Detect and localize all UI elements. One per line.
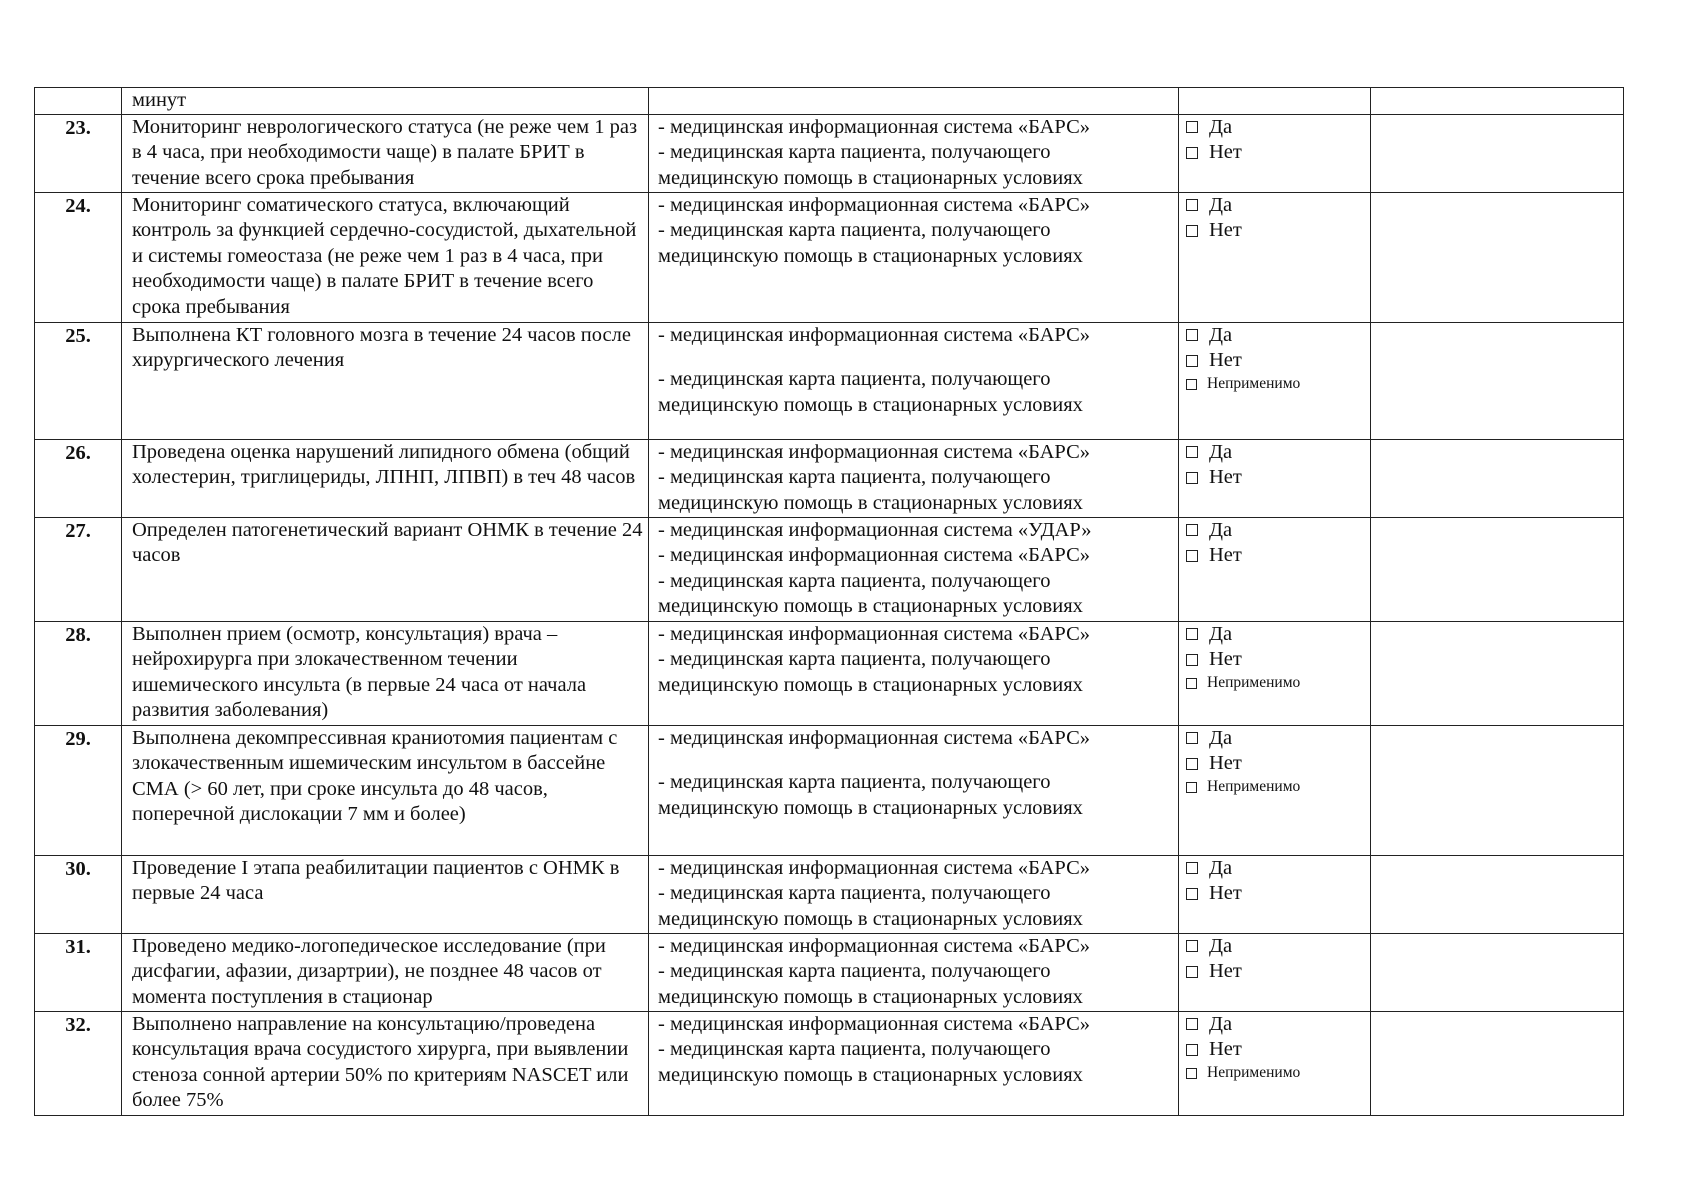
answer-option-label: Неприменимо bbox=[1207, 375, 1301, 393]
source-cell bbox=[649, 192, 1179, 322]
answer-options bbox=[1179, 517, 1371, 621]
answer-option[interactable] bbox=[1186, 959, 1370, 985]
source-cell bbox=[649, 88, 1179, 115]
source-line: - медицинская информационная система «БАРС» bbox=[658, 115, 1091, 138]
checkbox-icon[interactable] bbox=[1186, 329, 1198, 341]
source-cell bbox=[649, 933, 1179, 1011]
source-cell bbox=[649, 439, 1179, 517]
answer-option[interactable] bbox=[1186, 140, 1370, 166]
row-number: 29. bbox=[35, 725, 122, 855]
answer-option-label: Неприменимо bbox=[1207, 778, 1301, 796]
criterion-text: минут bbox=[122, 88, 649, 115]
answer-options bbox=[1179, 439, 1371, 517]
row-number: 28. bbox=[35, 621, 122, 725]
row-number: 23. bbox=[35, 114, 122, 192]
source-line: - медицинская информационная система «БАРС» bbox=[658, 856, 1091, 879]
answer-option[interactable] bbox=[1186, 777, 1370, 798]
answer-option[interactable] bbox=[1186, 440, 1370, 466]
notes-cell bbox=[1371, 517, 1624, 621]
notes-cell bbox=[1371, 192, 1624, 322]
table-body bbox=[35, 88, 1624, 1116]
table-row bbox=[35, 322, 1624, 439]
notes-cell bbox=[1371, 114, 1624, 192]
answer-option[interactable] bbox=[1186, 374, 1370, 395]
row-number: 32. bbox=[35, 1011, 122, 1115]
row-number: 27. bbox=[35, 517, 122, 621]
source-line: - медицинская карта пациента, получающего медицинскую помощь в стационарных условиях bbox=[658, 771, 1083, 819]
source-line: - медицинская информационная система «БАРС» bbox=[658, 726, 1091, 749]
answer-option[interactable] bbox=[1186, 348, 1370, 374]
table-row bbox=[35, 88, 1624, 115]
criterion-text: Выполнен прием (осмотр, консультация) врача – нейрохирурга при злокачественном течении ишемического инсульта (в первые 24 часа от начала развития заболевания) bbox=[122, 621, 649, 725]
source-line: - медицинская карта пациента, получающего медицинскую помощь в стационарных условиях bbox=[658, 466, 1083, 514]
checkbox-icon[interactable] bbox=[1186, 199, 1198, 211]
checkbox-icon[interactable] bbox=[1186, 147, 1198, 159]
answer-option[interactable] bbox=[1186, 115, 1370, 141]
answer-option-label: Нет bbox=[1209, 1038, 1242, 1061]
source-cell bbox=[649, 517, 1179, 621]
answer-option-label: Да bbox=[1209, 622, 1233, 645]
table-row bbox=[35, 1011, 1624, 1115]
criterion-text: Выполнена декомпрессивная краниотомия пациентам с злокачественным ишемическим инсультом в бассейне СМА (> 60 лет, при сроке инсульта до 48 часов, поперечной дислокации 7 мм и более) bbox=[122, 725, 649, 855]
source-line: - медицинская карта пациента, получающего медицинскую помощь в стационарных условиях bbox=[658, 219, 1083, 267]
source-line: - медицинская информационная система «БАРС» bbox=[658, 622, 1091, 645]
checkbox-icon[interactable] bbox=[1186, 888, 1198, 900]
answer-option[interactable] bbox=[1186, 856, 1370, 882]
answer-option-label: Да bbox=[1209, 193, 1233, 216]
checkbox-icon[interactable] bbox=[1186, 966, 1198, 978]
table-row bbox=[35, 114, 1624, 192]
answer-option-label: Неприменимо bbox=[1207, 1064, 1301, 1082]
checkbox-icon[interactable] bbox=[1186, 379, 1197, 390]
source-line: - медицинская карта пациента, получающего медицинскую помощь в стационарных условиях bbox=[658, 569, 1083, 618]
answer-option-label: Нет bbox=[1209, 349, 1242, 372]
checkbox-icon[interactable] bbox=[1186, 1018, 1198, 1030]
answer-options bbox=[1179, 933, 1371, 1011]
answer-option[interactable] bbox=[1186, 1063, 1370, 1084]
answer-option-label: Нет bbox=[1209, 752, 1242, 775]
answer-option-label: Нет bbox=[1209, 648, 1242, 671]
answer-option-label: Да bbox=[1209, 518, 1233, 541]
checkbox-icon[interactable] bbox=[1186, 758, 1198, 770]
answer-options bbox=[1179, 114, 1371, 192]
answer-option-label: Нет bbox=[1209, 960, 1242, 983]
notes-cell bbox=[1371, 855, 1624, 933]
source-line: - медицинская информационная система «БАРС» bbox=[658, 193, 1091, 216]
criterion-text: Проведено медико-логопедическое исследование (при дисфагии, афазии, дизартрии), не позднее 48 часов от момента поступления в стационар bbox=[122, 933, 649, 1011]
row-number: 31. bbox=[35, 933, 122, 1011]
checkbox-icon[interactable] bbox=[1186, 940, 1198, 952]
source-line: - медицинская информационная система «БАРС» bbox=[658, 544, 1091, 567]
answer-option[interactable] bbox=[1186, 1012, 1370, 1038]
answer-option-label: Нет bbox=[1209, 882, 1242, 905]
answer-option[interactable] bbox=[1186, 622, 1370, 648]
criterion-text: Мониторинг неврологического статуса (не реже чем 1 раз в 4 часа, при необходимости чаще) в палате БРИТ в течение всего срока пребывания bbox=[122, 114, 649, 192]
notes-cell bbox=[1371, 725, 1624, 855]
checkbox-icon[interactable] bbox=[1186, 446, 1198, 458]
table-row bbox=[35, 517, 1624, 621]
source-cell bbox=[649, 855, 1179, 933]
source-line: - медицинская карта пациента, получающего медицинскую помощь в стационарных условиях bbox=[658, 141, 1083, 189]
answer-option[interactable] bbox=[1186, 726, 1370, 752]
notes-cell bbox=[1371, 439, 1624, 517]
answer-option-label: Да bbox=[1209, 323, 1233, 346]
answer-option-label: Неприменимо bbox=[1207, 674, 1301, 692]
checkbox-icon[interactable] bbox=[1186, 628, 1198, 640]
row-number: 30. bbox=[35, 855, 122, 933]
checkbox-icon[interactable] bbox=[1186, 1068, 1197, 1079]
checkbox-icon[interactable] bbox=[1186, 524, 1198, 536]
checkbox-icon[interactable] bbox=[1186, 121, 1198, 133]
notes-cell bbox=[1371, 933, 1624, 1011]
criterion-text: Мониторинг соматического статуса, включающий контроль за функцией сердечно-сосудистой, дыхательной и системы гомеостаза (не реже чем 1 раз в 4 часа, при необходимости чаще) в палате БРИТ в течение всего срока пребывания bbox=[122, 192, 649, 322]
table-row bbox=[35, 439, 1624, 517]
answer-options bbox=[1179, 725, 1371, 855]
source-line: - медицинская карта пациента, получающего медицинскую помощь в стационарных условиях bbox=[658, 648, 1083, 696]
answer-option[interactable] bbox=[1186, 465, 1370, 491]
criterion-text: Выполнена КТ головного мозга в течение 24 часов после хирургического лечения bbox=[122, 322, 649, 439]
answer-option[interactable] bbox=[1186, 323, 1370, 349]
source-line: - медицинская информационная система «БАРС» bbox=[658, 1012, 1091, 1035]
source-cell bbox=[649, 725, 1179, 855]
criterion-text: Определен патогенетический вариант ОНМК в течение 24 часов bbox=[122, 517, 649, 621]
notes-cell bbox=[1371, 322, 1624, 439]
table-row bbox=[35, 621, 1624, 725]
answer-option-label: Да bbox=[1209, 726, 1233, 749]
table-row bbox=[35, 855, 1624, 933]
answer-option-label: Нет bbox=[1209, 219, 1242, 242]
answer-option-label: Да bbox=[1209, 440, 1233, 463]
table-row bbox=[35, 725, 1624, 855]
checkbox-icon[interactable] bbox=[1186, 1044, 1198, 1056]
answer-option-label: Нет bbox=[1209, 466, 1242, 489]
answer-option[interactable] bbox=[1186, 543, 1370, 569]
answer-option[interactable] bbox=[1186, 193, 1370, 219]
answer-options bbox=[1179, 88, 1371, 115]
checkbox-icon[interactable] bbox=[1186, 678, 1197, 689]
checkbox-icon[interactable] bbox=[1186, 782, 1197, 793]
answer-option[interactable] bbox=[1186, 881, 1370, 907]
answer-options bbox=[1179, 192, 1371, 322]
source-line: - медицинская информационная система «БАРС» bbox=[658, 934, 1091, 957]
answer-option-label: Нет bbox=[1209, 544, 1242, 567]
criterion-text: Выполнено направление на консультацию/проведена консультация врача сосудистого хирурга, при выявлении стеноза сонной артерии 50% по критериям NASCET или более 75% bbox=[122, 1011, 649, 1115]
answer-option[interactable] bbox=[1186, 518, 1370, 544]
notes-cell bbox=[1371, 621, 1624, 725]
checkbox-icon[interactable] bbox=[1186, 225, 1198, 237]
source-cell bbox=[649, 1011, 1179, 1115]
checkbox-icon[interactable] bbox=[1186, 862, 1198, 874]
checkbox-icon[interactable] bbox=[1186, 355, 1198, 367]
answer-option[interactable] bbox=[1186, 218, 1370, 244]
answer-option-label: Да bbox=[1209, 115, 1233, 138]
source-line: - медицинская информационная система «БАРС» bbox=[658, 323, 1091, 346]
answer-option-label: Да bbox=[1209, 934, 1233, 957]
source-line: - медицинская карта пациента, получающего медицинскую помощь в стационарных условиях bbox=[658, 882, 1083, 930]
criterion-text: Проведена оценка нарушений липидного обмена (общий холестерин, триглицериды, ЛПНП, ЛПВП) в теч 48 часов bbox=[122, 439, 649, 517]
notes-cell bbox=[1371, 88, 1624, 115]
source-line: - медицинская информационная система «БАРС» bbox=[658, 440, 1091, 463]
row-number: 26. bbox=[35, 439, 122, 517]
source-line: - медицинская карта пациента, получающего медицинскую помощь в стационарных условиях bbox=[658, 368, 1083, 416]
answer-options bbox=[1179, 322, 1371, 439]
answer-options bbox=[1179, 1011, 1371, 1115]
row-number: 25. bbox=[35, 322, 122, 439]
source-cell bbox=[649, 322, 1179, 439]
checkbox-icon[interactable] bbox=[1186, 732, 1198, 744]
checkbox-icon[interactable] bbox=[1186, 472, 1198, 484]
checkbox-icon[interactable] bbox=[1186, 654, 1198, 666]
answer-option-label: Нет bbox=[1209, 141, 1242, 164]
source-line: - медицинская карта пациента, получающего медицинскую помощь в стационарных условиях bbox=[658, 960, 1083, 1008]
answer-options bbox=[1179, 621, 1371, 725]
table-row bbox=[35, 192, 1624, 322]
source-cell bbox=[649, 621, 1179, 725]
source-cell bbox=[649, 114, 1179, 192]
row-number bbox=[35, 88, 122, 115]
answer-option-label: Да bbox=[1209, 1012, 1233, 1035]
answer-option[interactable] bbox=[1186, 934, 1370, 960]
answer-option-label: Да bbox=[1209, 856, 1233, 879]
notes-cell bbox=[1371, 1011, 1624, 1115]
table-row bbox=[35, 933, 1624, 1011]
answer-options bbox=[1179, 855, 1371, 933]
answer-option[interactable] bbox=[1186, 1037, 1370, 1063]
answer-option[interactable] bbox=[1186, 673, 1370, 694]
answer-option[interactable] bbox=[1186, 751, 1370, 777]
source-line: - медицинская информационная система «УДАР» bbox=[658, 518, 1092, 541]
answer-option[interactable] bbox=[1186, 647, 1370, 673]
criteria-table bbox=[34, 87, 1624, 1116]
checkbox-icon[interactable] bbox=[1186, 550, 1198, 562]
source-line: - медицинская карта пациента, получающего медицинскую помощь в стационарных условиях bbox=[658, 1038, 1083, 1086]
row-number: 24. bbox=[35, 192, 122, 322]
criterion-text: Проведение I этапа реабилитации пациентов с ОНМК в первые 24 часа bbox=[122, 855, 649, 933]
